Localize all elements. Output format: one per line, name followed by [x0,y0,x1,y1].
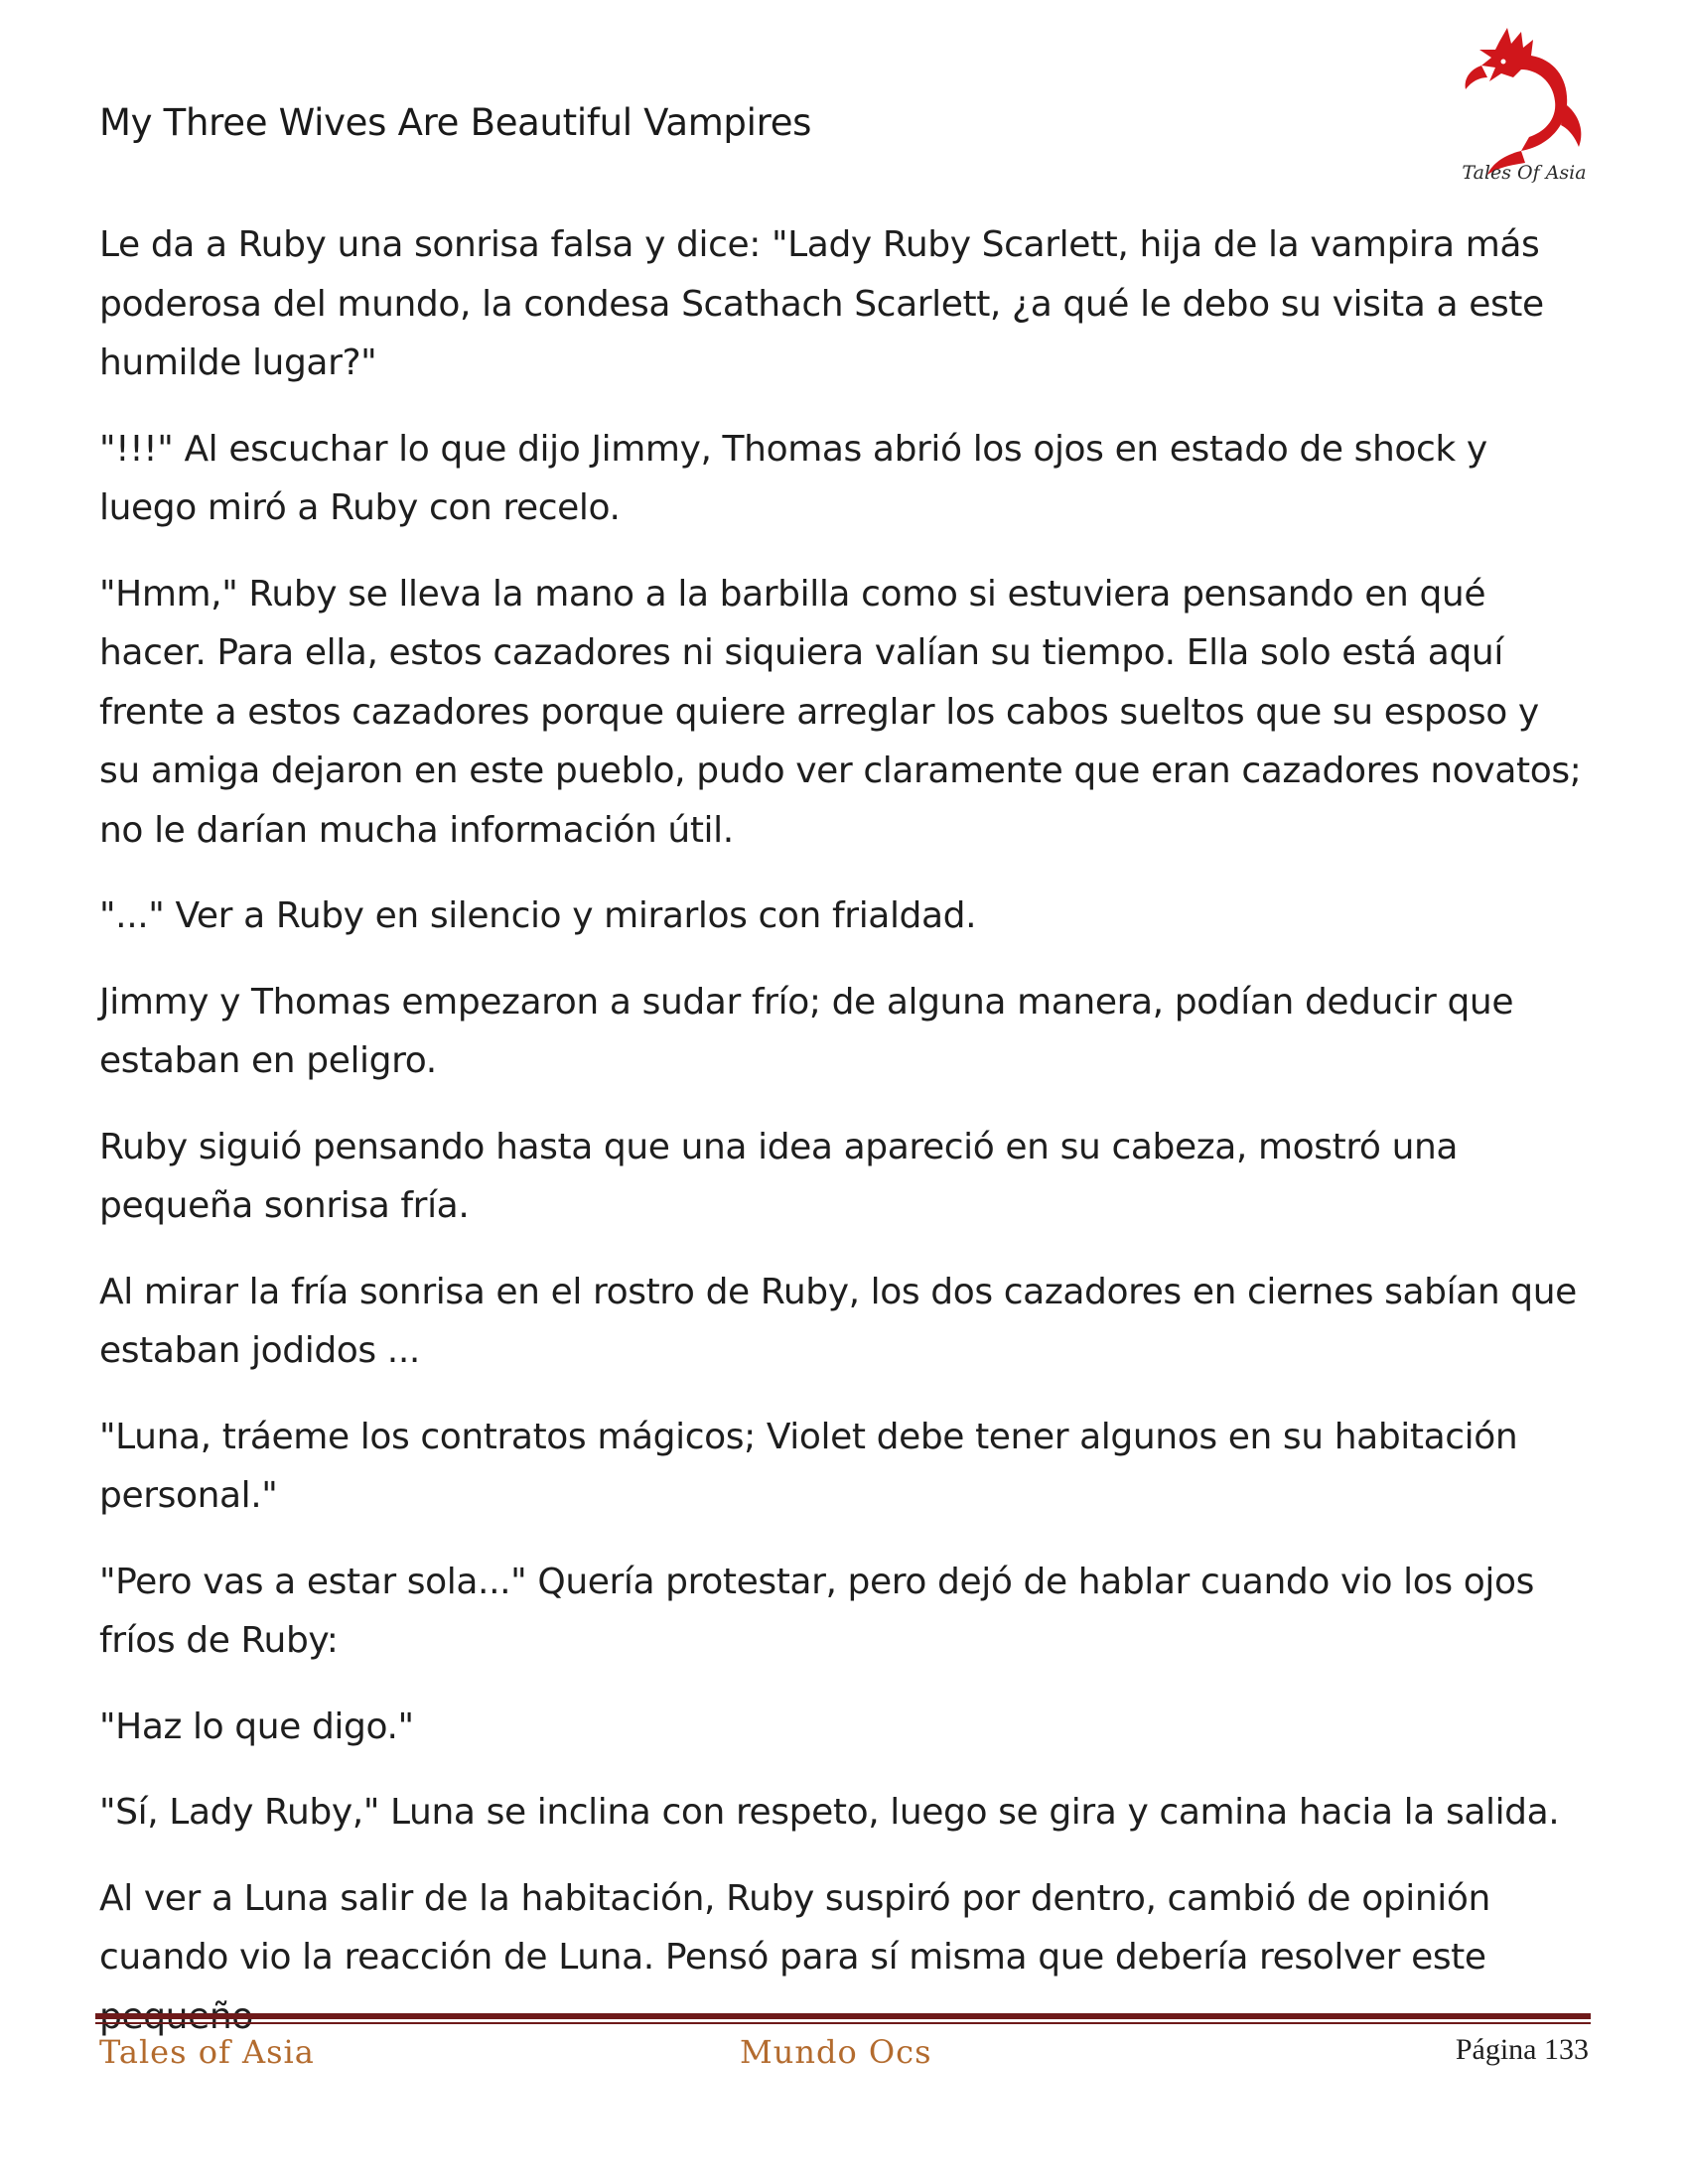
logo-text: Tales Of Asia [1462,162,1587,184]
footer-section-name: Mundo Ocs [740,2033,932,2071]
page-number: Página 133 [1455,2033,1589,2066]
footer-divider [95,2013,1591,2025]
red-dragon-icon [1430,20,1618,189]
paragraph: "Haz lo que digo." [99,1706,414,1747]
paragraph: "Luna, tráeme los contratos mágicos; Violet debe tener algunos en su habitación personal." [99,1416,1518,1516]
paragraph: Ruby siguió pensando hasta que una idea apareció en su cabeza, mostró una pequeña sonrisa fría. [99,1126,1459,1226]
paragraph: "..." Ver a Ruby en silencio y mirarlos con frialdad. [99,895,977,936]
paragraph: "!!!" Al escuchar lo que dijo Jimmy, Thomas abrió los ojos en estado de shock y luego miró a Ruby con recelo. [99,428,1487,528]
paragraph: Le da a Ruby una sonrisa falsa y dice: "Lady Ruby Scarlett, hija de la vampira más poderosa del mundo, la condesa Scathach Scarlett, ¿a qué le debo su visita a este humilde lugar?" [99,224,1544,383]
paragraph: Al mirar la fría sonrisa en el rostro de Ruby, los dos cazadores en ciernes sabían que estaban jodidos ... [99,1271,1577,1371]
paragraph: Jimmy y Thomas empezaron a sudar frío; de alguna manera, podían deducir que estaban en peligro. [99,981,1514,1081]
paragraph: "Hmm," Ruby se lleva la mano a la barbilla como si estuviera pensando en qué hacer. Para ella, estos cazadores ni siquiera valían su tiempo. Ella solo está aquí frente a estos cazadores porque quiere arreglar los cabos sueltos que su esposo y su amiga dejaron en este pueblo, pudo ver claramente que eran cazadores novatos; no le darían mucha información útil. [99,573,1582,851]
footer-divider-thick [95,2013,1591,2019]
book-title: My Three Wives Are Beautiful Vampires [99,101,812,144]
footer-divider-thin [95,2022,1591,2024]
paragraph: "Sí, Lady Ruby," Luna se inclina con respeto, luego se gira y camina hacia la salida. [99,1792,1560,1833]
page-body [99,215,1589,2073]
paragraph: Al ver a Luna salir de la habitación, Ruby suspiró por dentro, cambió de opinión cuando vio la reacción de Luna. Pensó para sí misma que debería resolver este [99,1877,1490,1978]
footer-site-name: Tales of Asia [99,2033,315,2071]
paragraph: "Pero vas a estar sola..." Quería protestar, pero dejó de hablar cuando vio los ojos fríos de Ruby: [99,1561,1535,1661]
tales-of-asia-logo [1430,20,1618,189]
page-header [99,99,1589,189]
